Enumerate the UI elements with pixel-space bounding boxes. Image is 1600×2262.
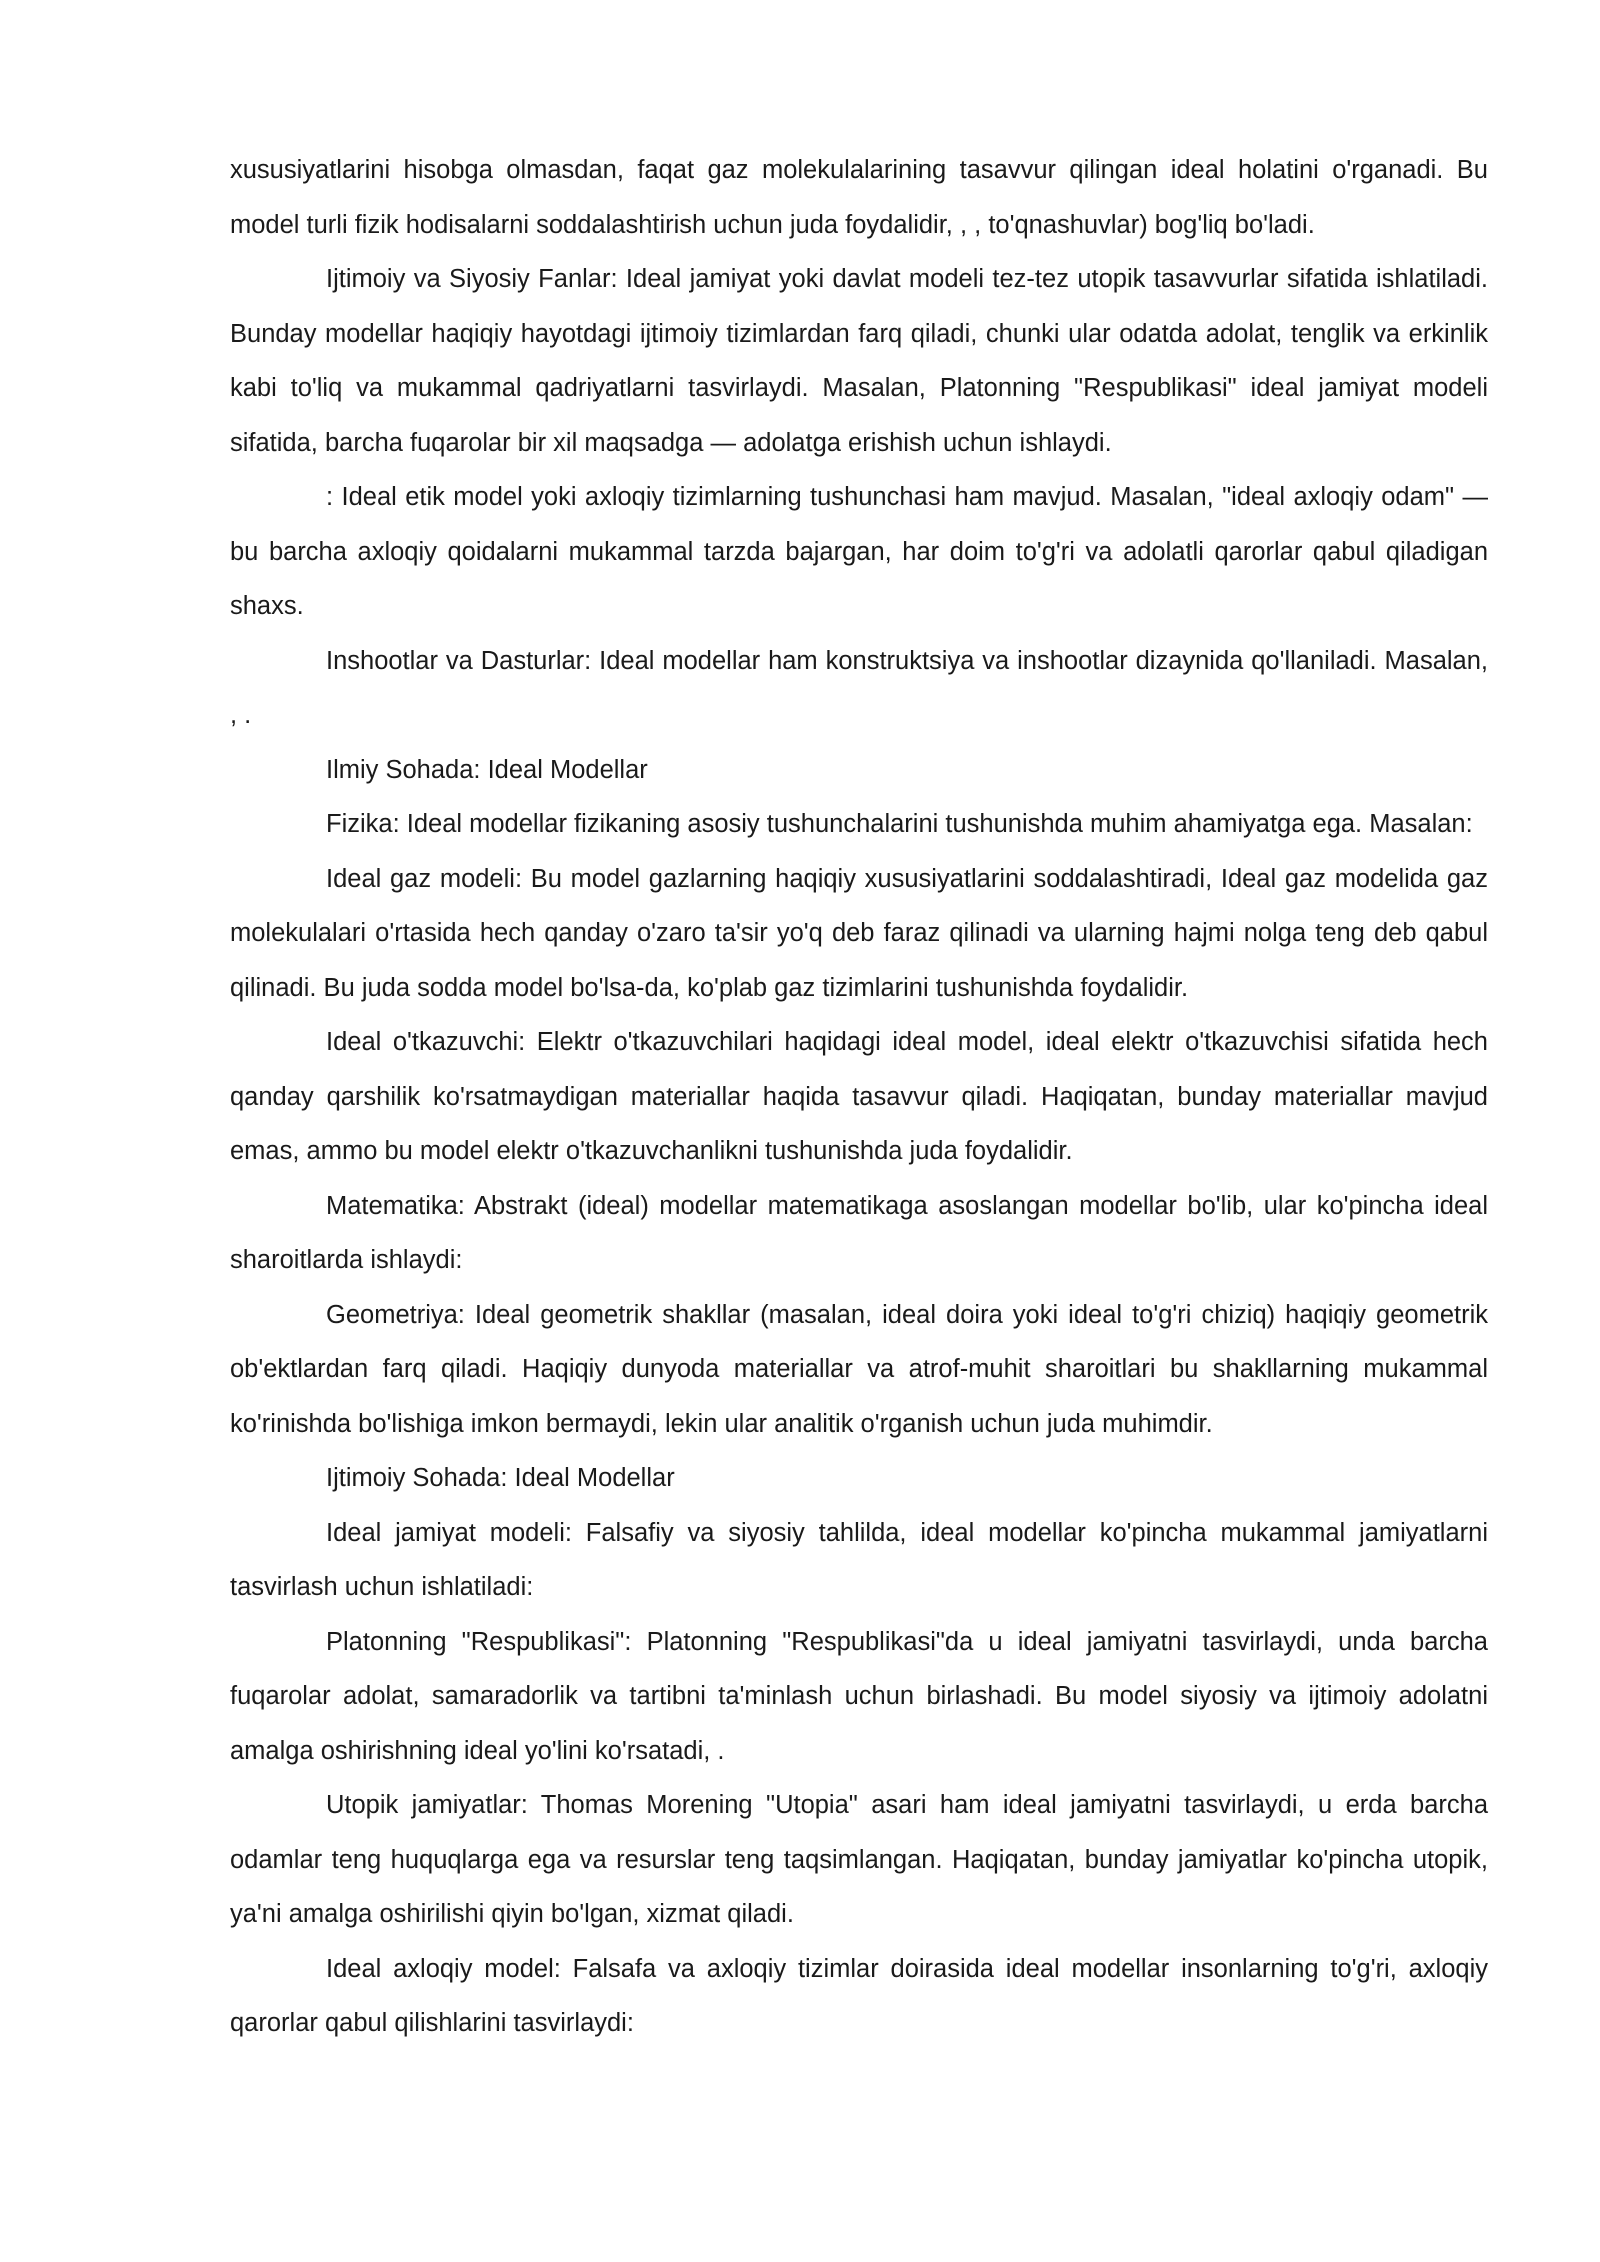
document-page (230, 143, 1488, 2051)
paragraph-ideal-gas-model: Ideal gaz modeli: Bu model gazlarning haqiqiy xususiyatlarini soddalashtiradi, Ideal gaz modelida gaz molekulalari o'rtasida hech qanday o'zaro ta'sir yo'q deb faraz qilinadi va ularning hajmi nolga teng deb qabul qilinadi. Bu juda sodda model bo'lsa-da, ko'plab gaz tizimlarini tushunishda foydalidir. (230, 864, 1488, 1002)
paragraph-social-political-sciences: Ijtimoiy va Siyosiy Fanlar: Ideal jamiyat yoki davlat modeli tez-tez utopik tasavvurlar sifatida ishlatiladi. Bunday modellar haqiqiy hayotdagi ijtimoiy tizimlardan farq qiladi, chunki ular odatda adolat, tenglik va erkinlik kabi to'liq va mukammal qadriyatlarni tasvirlaydi. Masalan, Platonning "Respublikasi" ideal jamiyat modeli sifatida, barcha fuqarolar bir xil maqsadga — adolatga erishish uchun ishlaydi. (230, 265, 1488, 457)
paragraph-mathematics: Matematika: Abstrakt (ideal) modellar matematikaga asoslangan modellar bo'lib, ular ko'pincha ideal sharoitlarda ishlaydi: (230, 1191, 1488, 1274)
paragraph-gas-model-continuation: xususiyatlarini hisobga olmasdan, faqat gaz molekulalarining tasavvur qilingan ideal holatini o'rganadi. Bu model turli fizik hodisalarni soddalashtirish uchun juda foydalidir, , , to'qnashuvlar) bog'liq bo'ladi. (230, 156, 1488, 239)
heading-scientific-domain: Ilmiy Sohada: Ideal Modellar (326, 755, 648, 784)
paragraph-utopian-societies: Utopik jamiyatlar: Thomas Morening "Utopia" asari ham ideal jamiyatni tasvirlaydi, u erda barcha odamlar teng huquqlarga ega va resurslar teng taqsimlangan. Haqiqatan, bunday jamiyatlar ko'pincha utopik, ya'ni amalga oshirilishi qiyin bo'lgan, xizmat qiladi. (230, 1791, 1488, 1928)
paragraph-ideal-society-model: Ideal jamiyat modeli: Falsafiy va siyosiy tahlilda, ideal modellar ko'pincha mukammal jamiyatlarni tasvirlash uchun ishlatiladi: (230, 1518, 1488, 1601)
paragraph-geometry: Geometriya: Ideal geometrik shakllar (masalan, ideal doira yoki ideal to'g'ri chiziq) haqiqiy geometrik ob'ektlardan farq qiladi. Haqiqiy dunyoda materiallar va atrof-muhit sharoitlari bu shakllarning mukammal ko'rinishda bo'lishiga imkon bermaydi, lekin ular analitik o'rganish uchun juda muhimdir. (230, 1300, 1488, 1438)
paragraph-ethical-model: : Ideal etik model yoki axloqiy tizimlarning tushunchasi ham mavjud. Masalan, "ideal axloqiy odam" — bu barcha axloqiy qoidalarni mukammal tarzda bajargan, har doim to'g'ri va adolatli qarorlar qabul qiladigan shaxs. (230, 483, 1488, 620)
paragraph-ideal-moral-model: Ideal axloqiy model: Falsafa va axloqiy tizimlar doirasida ideal modellar insonlarning to'g'ri, axloqiy qarorlar qabul qilishlarini tasvirlaydi: (230, 1954, 1488, 2037)
paragraph-ideal-conductor: Ideal o'tkazuvchi: Elektr o'tkazuvchilari haqidagi ideal model, ideal elektr o'tkazuvchisi sifatida hech qanday qarshilik ko'rsatmaydigan materiallar haqida tasavvur qiladi. Haqiqatan, bunday materiallar mavjud emas, ammo bu model elektr o'tkazuvchanlikni tushunishda juda foydalidir. (230, 1028, 1488, 1165)
paragraph-structures-programs: Inshootlar va Dasturlar: Ideal modellar ham konstruktsiya va inshootlar dizaynida qo'llaniladi. Masalan, , . (230, 646, 1488, 729)
paragraph-physics: Fizika: Ideal modellar fizikaning asosiy tushunchalarini tushunishda muhim ahamiyatga ega. Masalan: (326, 810, 1473, 838)
heading-social-domain: Ijtimoiy Sohada: Ideal Modellar (326, 1464, 675, 1492)
paragraph-plato-republic: Platonning "Respublikasi": Platonning "Respublikasi"da u ideal jamiyatni tasvirlaydi, unda barcha fuqarolar adolat, samaradorlik va tartibni ta'minlash uchun birlashadi. Bu model siyosiy va ijtimoiy adolatni amalga oshirishning ideal yo'lini ko'rsatadi, . (230, 1627, 1488, 1765)
